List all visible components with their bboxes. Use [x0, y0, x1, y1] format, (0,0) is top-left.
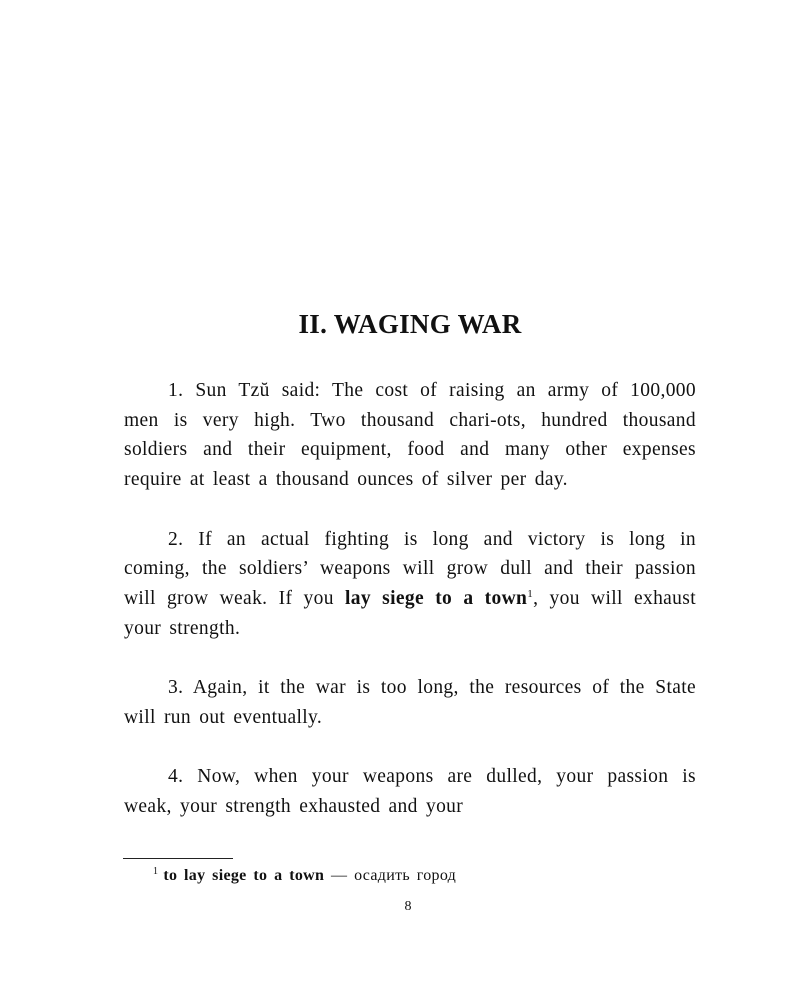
- footnote: [153, 864, 713, 888]
- footnote-term: to lay siege to a town: [163, 867, 325, 884]
- footnote-reference[interactable]: 1: [527, 587, 534, 600]
- footnote-divider: [123, 858, 233, 859]
- footnote-translation: осадить город: [354, 867, 457, 884]
- paragraph-1: 1. Sun Tzŭ said: The cost of raising an army of 100,000 men is very high. Two thousand chari-ots, hundred thousand soldiers and their equipment, food and many other expenses require at least a thousand ounces of silver per day.: [124, 380, 696, 491]
- page-number: 8: [404, 899, 412, 914]
- paragraph-2: [124, 525, 696, 644]
- paragraph-2-text-after: , you will exhaust your strength.: [124, 587, 696, 639]
- paragraph-3: 3. Again, it the war is too long, the resources of the State will run out eventually.: [124, 677, 696, 728]
- paragraph-4: 4. Now, when your weapons are dulled, your passion is weak, your strength exhausted and your: [124, 766, 696, 817]
- chapter-title: II. WAGING WAR: [298, 309, 522, 339]
- footnote-number: 1: [153, 866, 159, 877]
- paragraph-2-text-before: 2. If an actual fighting is long and victory is long in coming, the soldiers’ weapons will grow dull and their passion will grow weak. If you: [124, 528, 696, 609]
- chapter-body: [124, 376, 696, 851]
- vocabulary-term: lay siege to a town: [345, 587, 528, 609]
- footnote-separator: —: [324, 867, 355, 884]
